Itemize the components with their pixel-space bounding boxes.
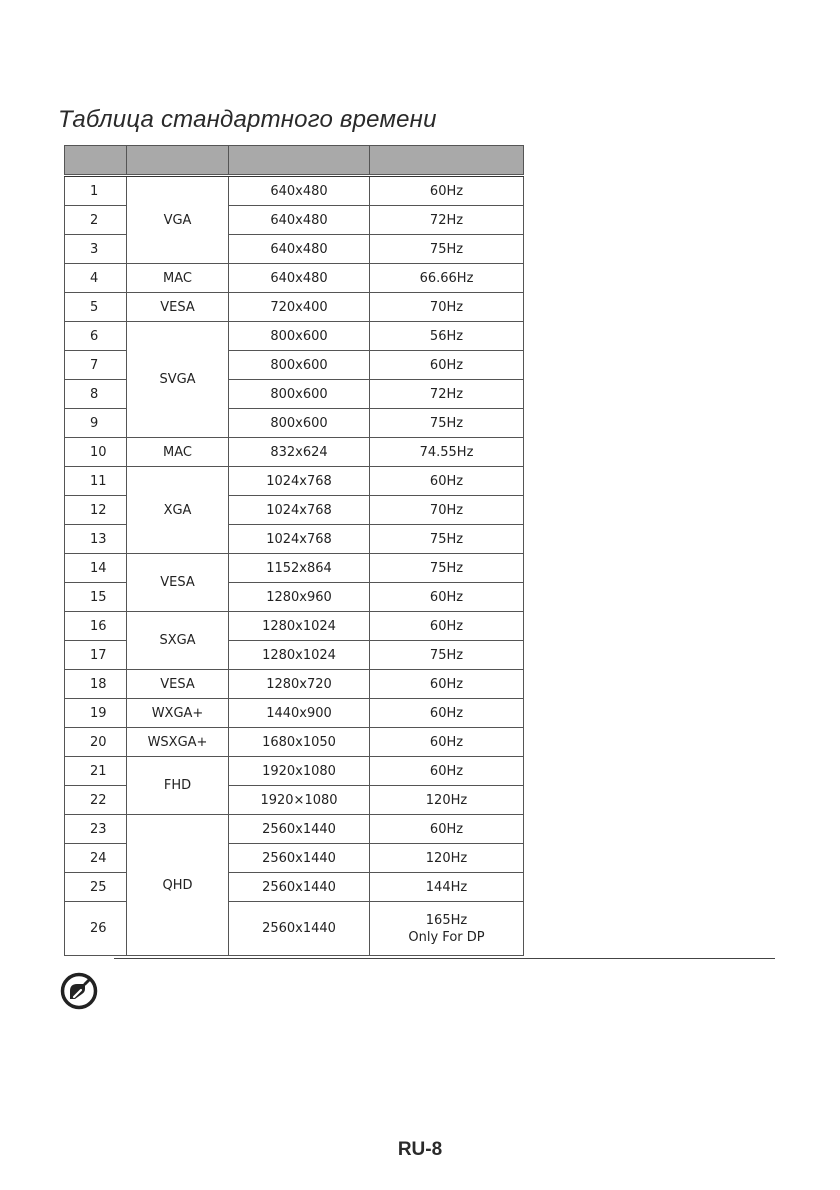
table-row	[65, 670, 524, 699]
rate-cell: 60Hz	[370, 612, 524, 641]
rate-cell: 60Hz	[370, 815, 524, 844]
resolution-cell: 1280x1024	[229, 612, 370, 641]
mode-cell: MAC	[127, 438, 229, 467]
rate-cell: 60Hz	[370, 757, 524, 786]
rate-cell: 75Hz	[370, 554, 524, 583]
row-number: 20	[65, 728, 127, 757]
rate-cell: 75Hz	[370, 409, 524, 438]
resolution-cell: 640x480	[229, 177, 370, 206]
rate-value: 165Hz	[425, 912, 468, 928]
row-number: 4	[65, 264, 127, 293]
header-cell	[127, 146, 229, 175]
resolution-cell: 640x480	[229, 206, 370, 235]
row-number: 23	[65, 815, 127, 844]
mode-cell: XGA	[127, 467, 229, 554]
table-row	[65, 728, 524, 757]
mode-cell: WSXGA+	[127, 728, 229, 757]
resolution-cell: 1440x900	[229, 699, 370, 728]
row-number: 5	[65, 293, 127, 322]
row-number: 14	[65, 554, 127, 583]
timing-table	[64, 145, 524, 956]
row-number: 26	[65, 902, 127, 956]
resolution-cell: 2560x1440	[229, 902, 370, 956]
rate-cell: 56Hz	[370, 322, 524, 351]
rate-cell: 70Hz	[370, 293, 524, 322]
row-number: 17	[65, 641, 127, 670]
row-number: 9	[65, 409, 127, 438]
row-number: 2	[65, 206, 127, 235]
resolution-cell: 800x600	[229, 409, 370, 438]
resolution-cell: 640x480	[229, 235, 370, 264]
mode-cell: SVGA	[127, 322, 229, 438]
rate-note: Only For DP	[408, 929, 485, 945]
rate-cell: 60Hz	[370, 728, 524, 757]
row-number: 22	[65, 786, 127, 815]
mode-cell: VESA	[127, 670, 229, 699]
rate-cell: 75Hz	[370, 235, 524, 264]
row-number: 19	[65, 699, 127, 728]
note-icon	[60, 972, 98, 1010]
rate-cell: 144Hz	[370, 873, 524, 902]
mode-cell: MAC	[127, 264, 229, 293]
row-number: 15	[65, 583, 127, 612]
resolution-cell: 1024x768	[229, 496, 370, 525]
table-row	[65, 264, 524, 293]
row-number: 13	[65, 525, 127, 554]
row-number: 21	[65, 757, 127, 786]
mode-cell: WXGA+	[127, 699, 229, 728]
rate-cell: 60Hz	[370, 583, 524, 612]
row-number: 24	[65, 844, 127, 873]
row-number: 16	[65, 612, 127, 641]
resolution-cell: 1024x768	[229, 525, 370, 554]
table-row	[65, 177, 524, 206]
page-title: Таблица стандартного времени	[58, 106, 437, 133]
rate-cell: 60Hz	[370, 177, 524, 206]
resolution-cell: 720x400	[229, 293, 370, 322]
rate-cell: 60Hz	[370, 670, 524, 699]
rate-cell: 72Hz	[370, 206, 524, 235]
resolution-cell: 1920×1080	[229, 786, 370, 815]
resolution-cell: 1280x1024	[229, 641, 370, 670]
mode-cell: VESA	[127, 554, 229, 612]
table-row	[65, 757, 524, 786]
mode-cell: QHD	[127, 815, 229, 956]
rate-cell: 120Hz	[370, 844, 524, 873]
table-row	[65, 815, 524, 844]
resolution-cell: 832x624	[229, 438, 370, 467]
rate-cell	[370, 902, 524, 956]
resolution-cell: 2560x1440	[229, 873, 370, 902]
table-row	[65, 438, 524, 467]
resolution-cell: 1920x1080	[229, 757, 370, 786]
rate-cell: 60Hz	[370, 351, 524, 380]
resolution-cell: 800x600	[229, 351, 370, 380]
rate-cell: 75Hz	[370, 641, 524, 670]
rate-cell: 75Hz	[370, 525, 524, 554]
rate-cell: 120Hz	[370, 786, 524, 815]
rate-cell: 66.66Hz	[370, 264, 524, 293]
resolution-cell: 2560x1440	[229, 844, 370, 873]
resolution-cell: 1680x1050	[229, 728, 370, 757]
resolution-cell: 1280x960	[229, 583, 370, 612]
mode-cell: SXGA	[127, 612, 229, 670]
resolution-cell: 2560x1440	[229, 815, 370, 844]
table-header-row	[65, 146, 524, 175]
row-number: 3	[65, 235, 127, 264]
header-cell	[65, 146, 127, 175]
resolution-cell: 640x480	[229, 264, 370, 293]
resolution-cell: 1280x720	[229, 670, 370, 699]
rate-cell: 74.55Hz	[370, 438, 524, 467]
rate-cell: 60Hz	[370, 699, 524, 728]
resolution-cell: 1024x768	[229, 467, 370, 496]
table-row	[65, 293, 524, 322]
row-number: 8	[65, 380, 127, 409]
page-number: RU-8	[397, 1139, 443, 1160]
mode-cell: VGA	[127, 177, 229, 264]
mode-cell: VESA	[127, 293, 229, 322]
row-number: 1	[65, 177, 127, 206]
rate-cell: 72Hz	[370, 380, 524, 409]
rate-cell: 60Hz	[370, 467, 524, 496]
row-number: 25	[65, 873, 127, 902]
table-row	[65, 612, 524, 641]
table-row	[65, 554, 524, 583]
row-number: 11	[65, 467, 127, 496]
header-cell	[370, 146, 524, 175]
note-divider	[114, 958, 775, 959]
row-number: 7	[65, 351, 127, 380]
table-row	[65, 699, 524, 728]
resolution-cell: 800x600	[229, 380, 370, 409]
row-number: 10	[65, 438, 127, 467]
table-row	[65, 467, 524, 496]
resolution-cell: 1152x864	[229, 554, 370, 583]
row-number: 12	[65, 496, 127, 525]
row-number: 6	[65, 322, 127, 351]
header-cell	[229, 146, 370, 175]
mode-cell: FHD	[127, 757, 229, 815]
row-number: 18	[65, 670, 127, 699]
table-row	[65, 322, 524, 351]
resolution-cell: 800x600	[229, 322, 370, 351]
rate-cell: 70Hz	[370, 496, 524, 525]
